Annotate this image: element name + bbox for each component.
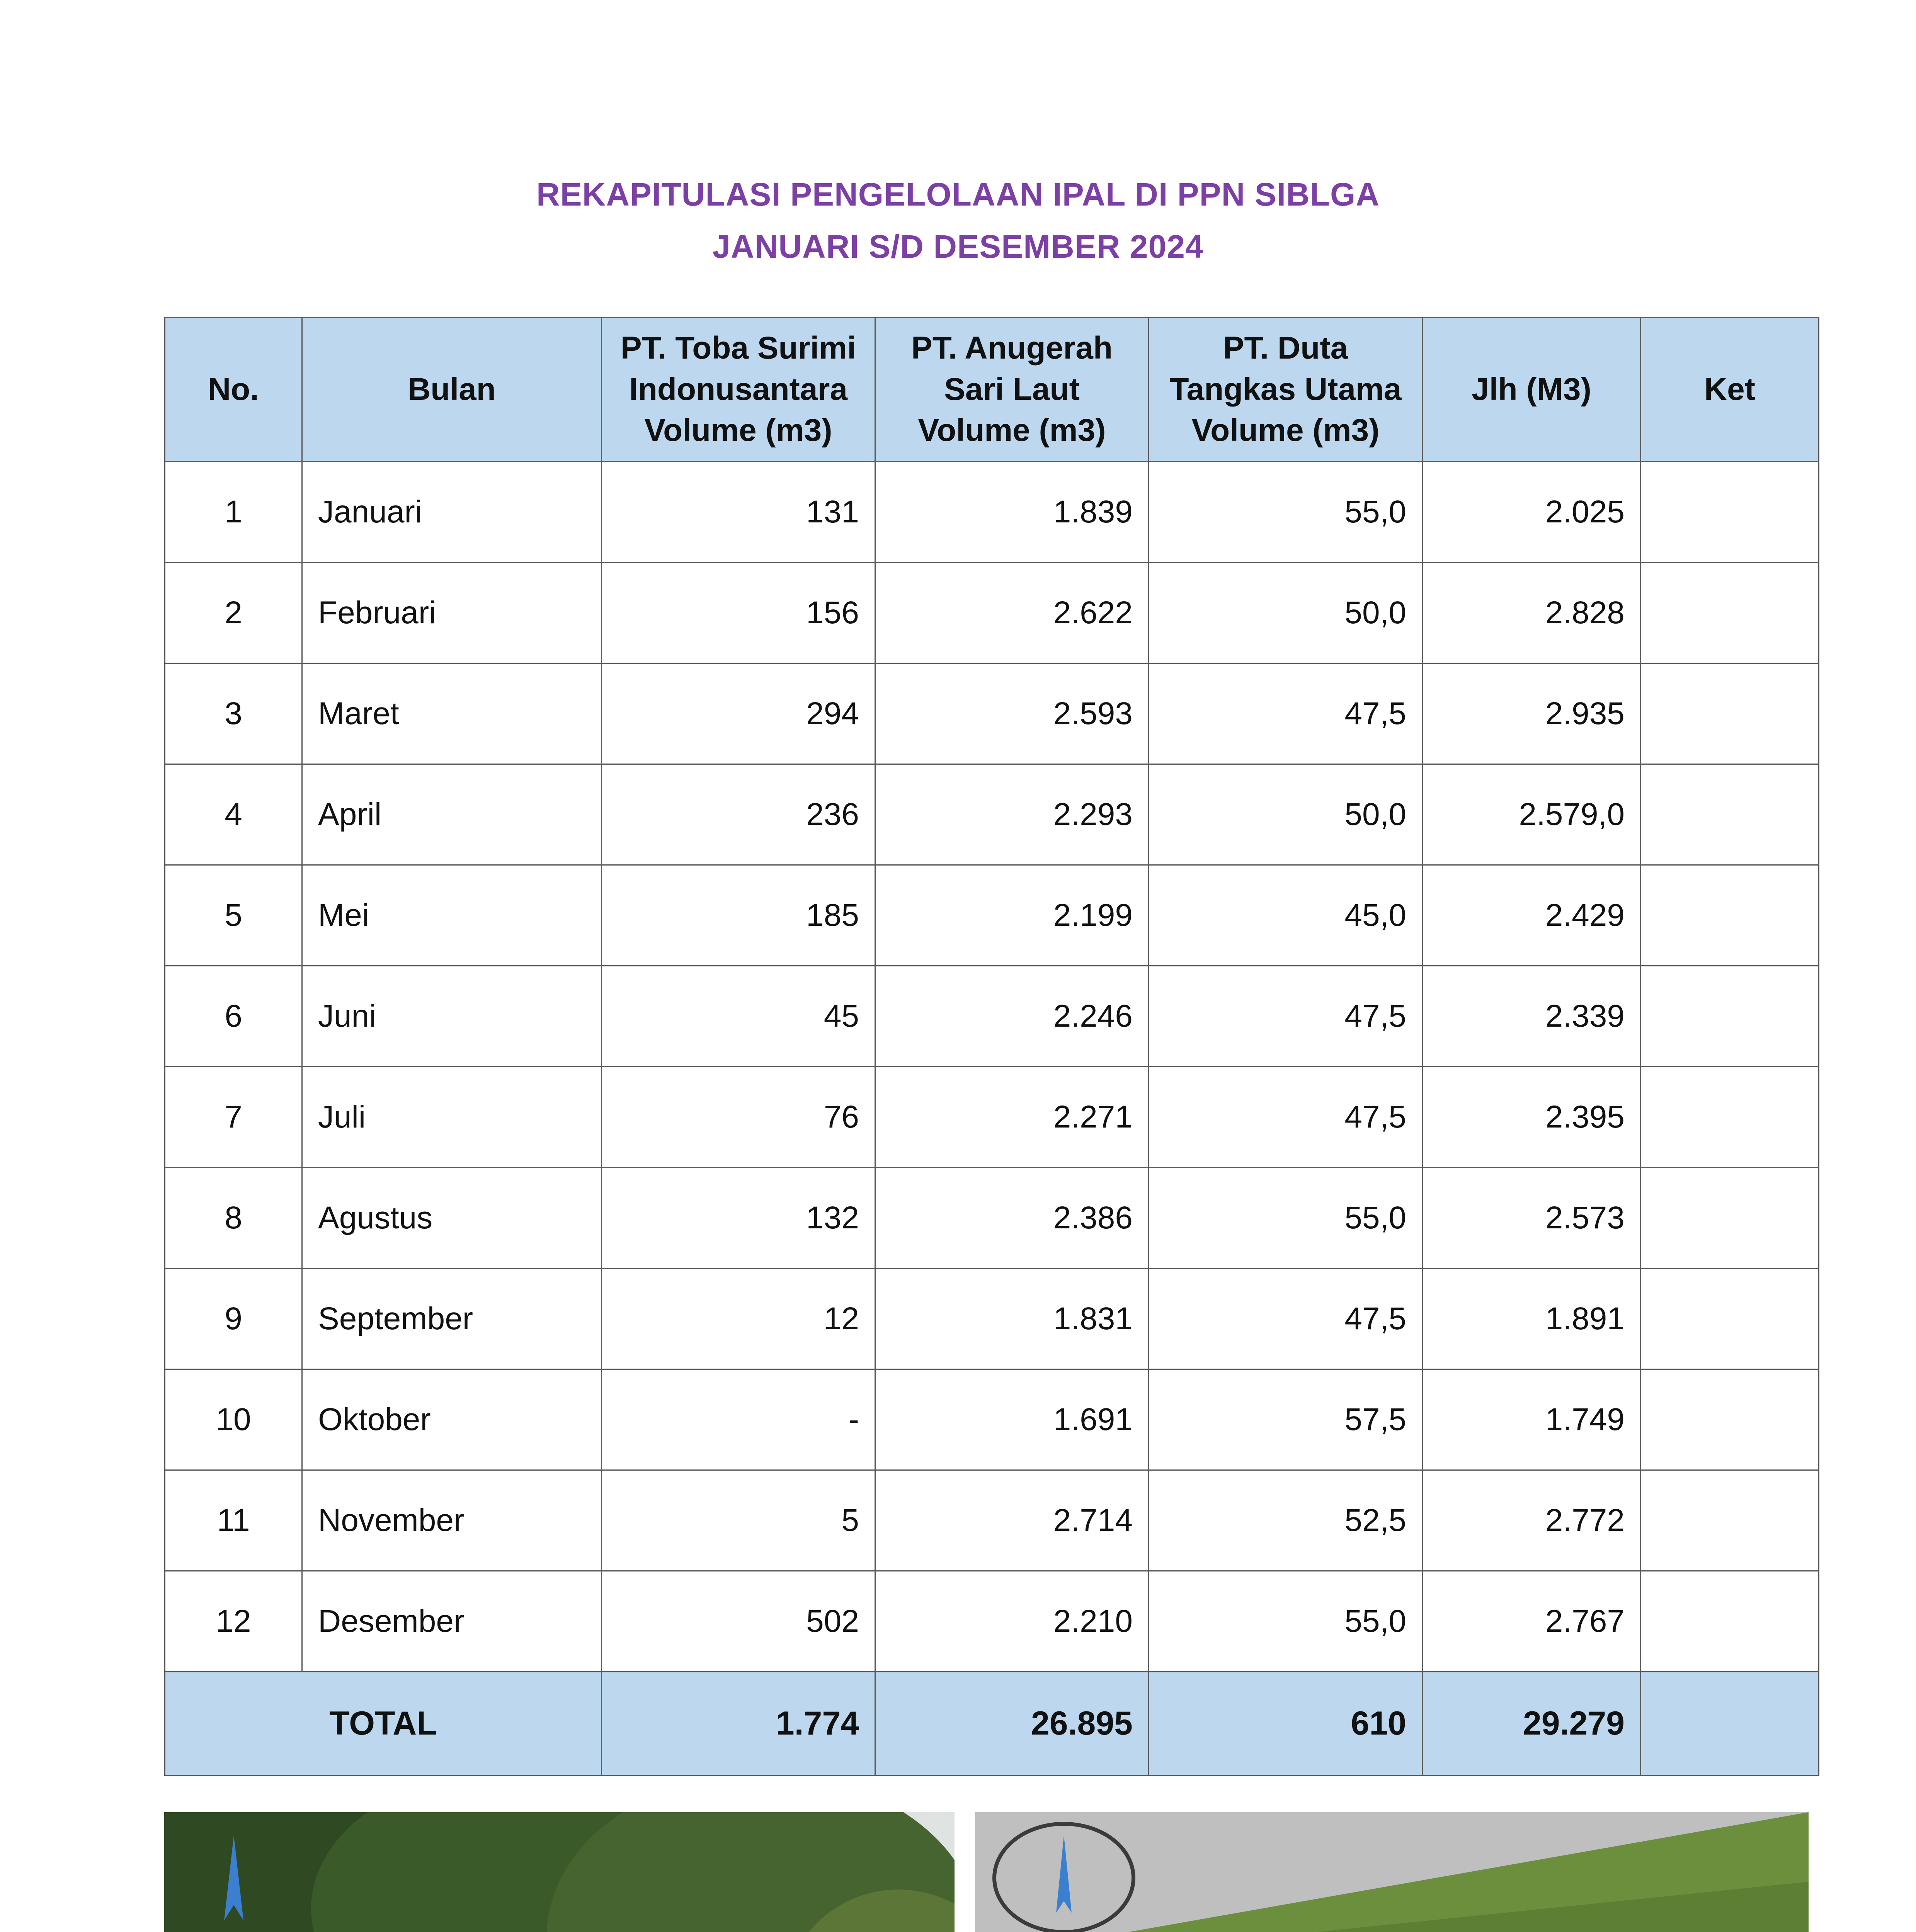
row-ket — [1641, 865, 1819, 966]
row-no: 2 — [165, 563, 302, 663]
header-toba — [602, 318, 875, 462]
header-anugerah-line: Sari Laut — [944, 371, 1080, 407]
table-row — [165, 462, 1819, 563]
row-anugerah-volume: 2.293 — [875, 764, 1149, 865]
row-jlh-total: 2.772 — [1423, 1470, 1641, 1571]
row-toba-volume: 156 — [602, 563, 875, 663]
header-duta-line: Volume (m3) — [1191, 413, 1380, 448]
header-jlh: Jlh (M3) — [1423, 318, 1641, 462]
header-no: No. — [165, 318, 302, 462]
row-ket — [1641, 966, 1819, 1067]
header-toba-line: Indonusantara — [629, 371, 847, 407]
row-jlh-total: 2.429 — [1423, 865, 1641, 966]
row-ket — [1641, 1269, 1819, 1369]
row-ket — [1641, 563, 1819, 663]
row-jlh-total: 2.767 — [1423, 1571, 1641, 1672]
row-duta-volume: 55,0 — [1149, 1571, 1423, 1672]
table-row — [165, 1470, 1819, 1571]
row-anugerah-volume: 1.691 — [875, 1369, 1149, 1470]
row-ket — [1641, 1168, 1819, 1269]
row-anugerah-volume: 2.622 — [875, 563, 1149, 663]
header-duta-line: Tangkas Utama — [1169, 371, 1402, 407]
row-duta-volume: 50,0 — [1149, 563, 1423, 663]
row-jlh-total: 2.395 — [1423, 1067, 1641, 1168]
table-row — [165, 1067, 1819, 1168]
total-jlh: 29.279 — [1423, 1672, 1641, 1776]
row-anugerah-volume: 2.210 — [875, 1571, 1149, 1672]
row-duta-volume: 55,0 — [1149, 1168, 1423, 1269]
row-anugerah-volume: 2.271 — [875, 1067, 1149, 1168]
row-bulan: Juni — [302, 966, 602, 1067]
report-period: JANUARI S/D DESEMBER 2024 — [712, 228, 1204, 265]
row-ket — [1641, 663, 1819, 764]
ipal-photo-cover — [975, 1812, 1809, 1932]
row-bulan: September — [302, 1269, 602, 1369]
row-duta-volume: 50,0 — [1149, 764, 1423, 865]
table-header-row — [165, 318, 1819, 462]
table-row — [165, 1269, 1819, 1369]
row-duta-volume: 47,5 — [1149, 663, 1423, 764]
row-duta-volume: 55,0 — [1149, 462, 1423, 563]
row-bulan: Oktober — [302, 1369, 602, 1470]
total-duta: 610 — [1149, 1672, 1423, 1776]
row-toba-volume: 76 — [602, 1067, 875, 1168]
row-jlh-total: 2.935 — [1423, 663, 1641, 764]
header-ket: Ket — [1641, 318, 1819, 462]
row-jlh-total: 2.339 — [1423, 966, 1641, 1067]
header-duta — [1149, 318, 1423, 462]
row-anugerah-volume: 2.714 — [875, 1470, 1149, 1571]
row-toba-volume: 12 — [602, 1269, 875, 1369]
row-duta-volume: 52,5 — [1149, 1470, 1423, 1571]
row-toba-volume: 131 — [602, 462, 875, 563]
row-toba-volume: 185 — [602, 865, 875, 966]
header-duta-line: PT. Duta — [1223, 330, 1348, 366]
row-toba-volume: 236 — [602, 764, 875, 865]
row-duta-volume: 57,5 — [1149, 1369, 1423, 1470]
total-row — [165, 1672, 1819, 1776]
row-ket — [1641, 1571, 1819, 1672]
header-toba-line: PT. Toba Surimi — [621, 330, 856, 366]
table-row — [165, 1369, 1819, 1470]
row-no: 12 — [165, 1571, 302, 1672]
total-anugerah: 26.895 — [875, 1672, 1149, 1776]
table-row — [165, 1571, 1819, 1672]
ipal-photo-garden — [164, 1812, 955, 1932]
row-toba-volume: 294 — [602, 663, 875, 764]
header-anugerah-line: Volume (m3) — [918, 413, 1106, 448]
row-toba-volume: 502 — [602, 1571, 875, 1672]
total-ket — [1641, 1672, 1819, 1776]
table-row — [165, 663, 1819, 764]
header-anugerah-line: PT. Anugerah — [911, 330, 1113, 366]
row-duta-volume: 47,5 — [1149, 1269, 1423, 1369]
row-bulan: Agustus — [302, 1168, 602, 1269]
table-row — [165, 764, 1819, 865]
row-jlh-total: 1.891 — [1423, 1269, 1641, 1369]
row-no: 11 — [165, 1470, 302, 1571]
garden-scene-image — [164, 1812, 955, 1932]
row-toba-volume: - — [602, 1369, 875, 1470]
row-anugerah-volume: 2.593 — [875, 663, 1149, 764]
row-ket — [1641, 462, 1819, 563]
report-title: REKAPITULASI PENGELOLAAN IPAL DI PPN SIBLGA — [536, 176, 1380, 213]
row-ket — [1641, 1470, 1819, 1571]
row-anugerah-volume: 2.199 — [875, 865, 1149, 966]
row-duta-volume: 45,0 — [1149, 865, 1423, 966]
total-label: TOTAL — [165, 1672, 602, 1776]
row-jlh-total: 2.573 — [1423, 1168, 1641, 1269]
row-no: 6 — [165, 966, 302, 1067]
row-jlh-total: 2.579,0 — [1423, 764, 1641, 865]
compass-icon — [983, 1812, 1145, 1932]
row-toba-volume: 132 — [602, 1168, 875, 1269]
row-no: 7 — [165, 1067, 302, 1168]
row-anugerah-volume: 2.246 — [875, 966, 1149, 1067]
header-bulan: Bulan — [302, 318, 602, 462]
compass-icon — [222, 1835, 245, 1920]
row-jlh-total: 2.828 — [1423, 563, 1641, 663]
header-toba-line: Volume (m3) — [644, 413, 832, 448]
row-ket — [1641, 764, 1819, 865]
row-ket — [1641, 1369, 1819, 1470]
row-bulan: Mei — [302, 865, 602, 966]
row-bulan: Februari — [302, 563, 602, 663]
header-anugerah — [875, 318, 1149, 462]
row-bulan: November — [302, 1470, 602, 1571]
row-duta-volume: 47,5 — [1149, 966, 1423, 1067]
total-toba: 1.774 — [602, 1672, 875, 1776]
row-ket — [1641, 1067, 1819, 1168]
table-row — [165, 865, 1819, 966]
ipal-recap-table — [164, 317, 1819, 1776]
row-duta-volume: 47,5 — [1149, 1067, 1423, 1168]
row-bulan: Maret — [302, 663, 602, 764]
row-no: 5 — [165, 865, 302, 966]
row-anugerah-volume: 1.839 — [875, 462, 1149, 563]
row-toba-volume: 5 — [602, 1470, 875, 1571]
row-jlh-total: 2.025 — [1423, 462, 1641, 563]
row-bulan: Desember — [302, 1571, 602, 1672]
row-bulan: Juli — [302, 1067, 602, 1168]
row-anugerah-volume: 1.831 — [875, 1269, 1149, 1369]
row-anugerah-volume: 2.386 — [875, 1168, 1149, 1269]
row-toba-volume: 45 — [602, 966, 875, 1067]
row-no: 1 — [165, 462, 302, 563]
row-no: 8 — [165, 1168, 302, 1269]
row-bulan: Januari — [302, 462, 602, 563]
row-bulan: April — [302, 764, 602, 865]
row-no: 3 — [165, 663, 302, 764]
table-row — [165, 563, 1819, 663]
row-no: 9 — [165, 1269, 302, 1369]
row-no: 4 — [165, 764, 302, 865]
table-row — [165, 1168, 1819, 1269]
table-row — [165, 966, 1819, 1067]
row-no: 10 — [165, 1369, 302, 1470]
row-jlh-total: 1.749 — [1423, 1369, 1641, 1470]
